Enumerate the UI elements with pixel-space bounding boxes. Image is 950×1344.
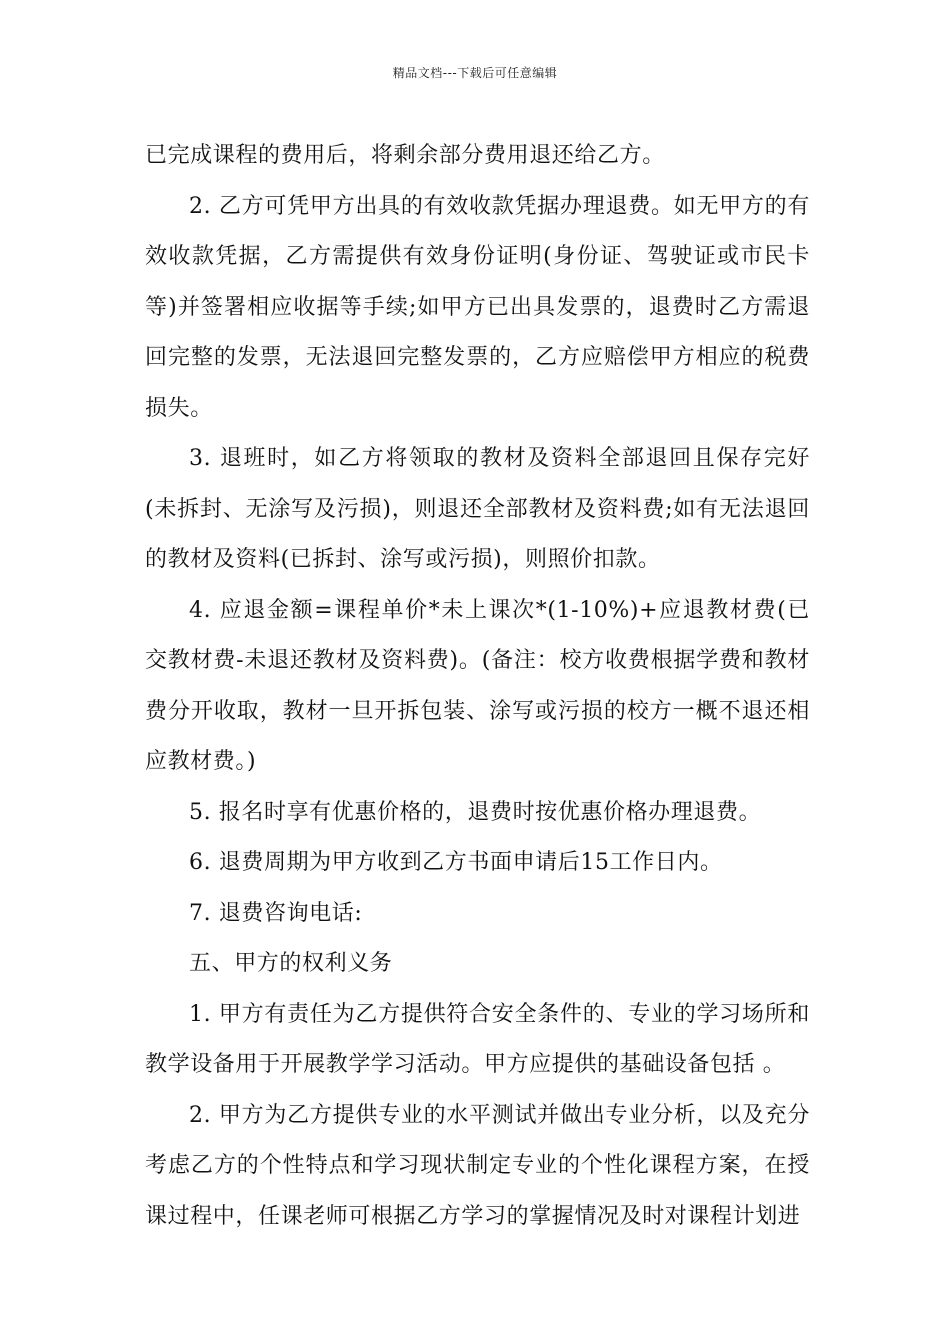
paragraph-continuation: 已完成课程的费用后，将剩余部分费用退还给乙方。 — [145, 143, 665, 168]
paragraph-item-7: 7. 退费咨询电话: — [189, 900, 363, 926]
paragraph-party-a-1: 1. 甲方有责任为乙方提供符合安全条件的、专业的学习场所和教学设备用于开展教学学习活动。甲方应提供的基础设备包括 。 — [145, 1001, 810, 1077]
paragraph-item-5: 5. 报名时享有优惠价格的，退费时按优惠价格办理退费。 — [189, 799, 762, 825]
page-header: 精品文档---下载后可任意编辑 — [392, 66, 558, 80]
paragraph-item-4: 4. 应退金额=课程单价*未上课次*(1-10%)+应退教材费(已交教材费-未退还教材及资料费)。(备注：校方收费根据学费和教材费分开收取，教材一旦开拆包装、涂写或污损的校方一概不退还相应教材费。) — [145, 597, 810, 774]
paragraph-item-2: 2. 乙方可凭甲方出具的有效收款凭据办理退费。如无甲方的有效收款凭据，乙方需提供有效身份证明(身份证、驾驶证或市民卡等)并签署相应收据等手续;如甲方已出具发票的，退费时乙方需退回完整的发票，无法退回完整发票的，乙方应赔偿甲方相应的税费损失。 — [145, 193, 810, 421]
paragraph-item-6: 6. 退费周期为甲方收到乙方书面申请后15工作日内。 — [189, 850, 723, 875]
section-heading: 五、甲方的权利义务 — [189, 951, 393, 976]
paragraph-party-a-2: 2. 甲方为乙方提供专业的水平测试并做出专业分析，以及充分考虑乙方的个性特点和学习现状制定专业的个性化课程方案，在授课过程中，任课老师可根据乙方学习的掌握情况及时对课程计划进 — [145, 1102, 810, 1229]
document-body — [145, 131, 810, 1242]
paragraph-item-3: 3. 退班时，如乙方将领取的教材及资料全部退回且保存完好(未拆封、无涂写及污损)，则退还全部教材及资料费;如有无法退回的教材及资料(已拆封、涂写或污损)，则照价扣款。 — [145, 446, 810, 572]
